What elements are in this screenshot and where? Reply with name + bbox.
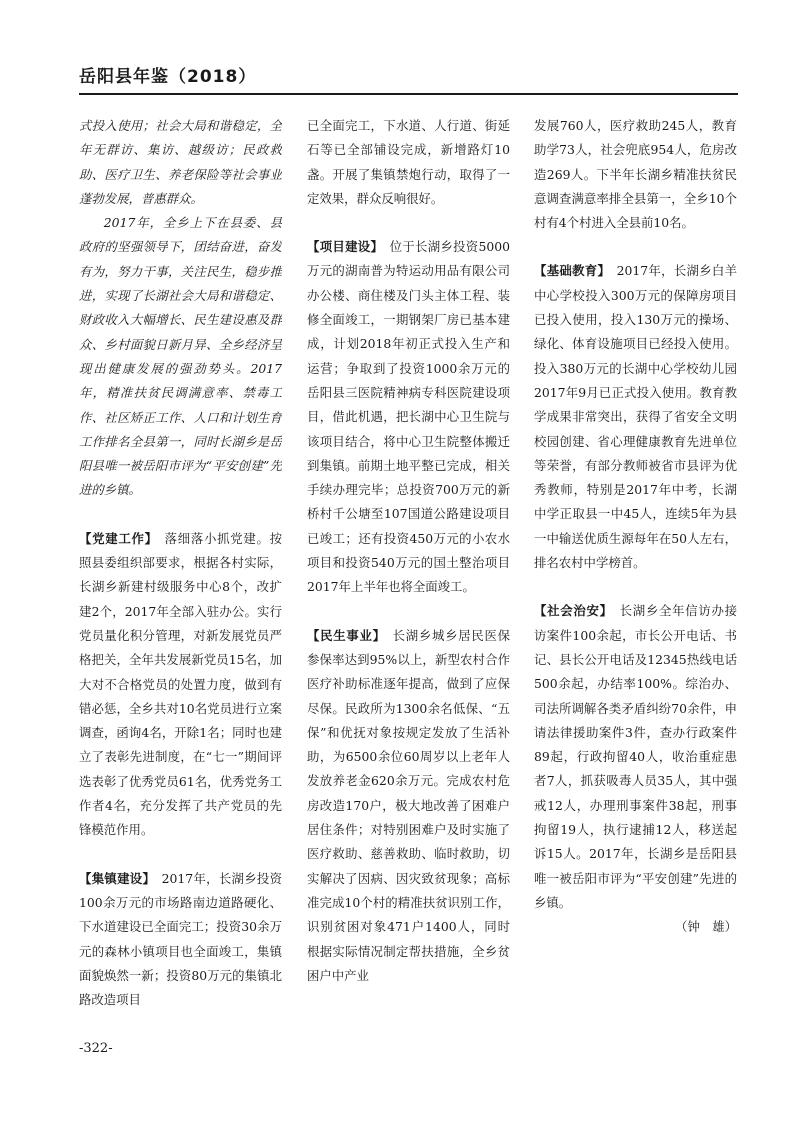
- section-body: 长湖乡全年信访办接访案件100余起，市长公开电话、书记、县长公开电话及12345热线电话500余起，办结率100%。综治办、司法所调解各类矛盾纠纷70余件，申请法律援助案件3件，查办行政案件89起，行政拘留40人，收治重症患者7人，抓获吸毒人员35人，其中强戒12人，办理刑事案件38起，刑事拘留19人，执行逮捕12人，移送起诉15人。2017年，长湖乡是岳阳县唯一被岳阳市评为“平安创建”先进的乡镇。: [534, 603, 737, 910]
- section-gap: [79, 503, 282, 527]
- section-heading: 【民生事业】: [307, 627, 380, 643]
- section-public-security: [534, 599, 737, 915]
- section-gap: [534, 575, 737, 599]
- section-gap: [534, 235, 737, 259]
- section-project-construction: [307, 235, 510, 599]
- section-gap: [307, 211, 510, 235]
- section-party-building: [79, 527, 282, 843]
- section-heading: 【党建工作】: [79, 530, 152, 546]
- section-basic-education: [534, 259, 737, 575]
- section-heading: 【基础教育】: [534, 263, 604, 279]
- section-body: 落细落小抓党建。按照县委组织部要求，根据各村实际，长湖乡新建村级服务中心8个，改扩建2个，2017年全部入驻办公。实行党员量化积分管理，对新发展党员严格把关，全年共发展新党员15名，加大对不合格党员的处置力度，做到有错必惩，全乡共对10名党员进行立案调查，函询4名，开除1名；同时也建立了表彰先进制度，在“七一”期间评选表彰了优秀党员61名，优秀党务工作者4名，充分发挥了共产党员的先锋模范作用。: [79, 530, 282, 838]
- section-heading: 【集镇建设】: [79, 870, 149, 886]
- livelihood-continuation: 发展760人，医疗救助245人，教育助学73人，社会兜底954人，危房改造269人。下半年长湖乡精准扶贫民意调查满意率排全县第一，全乡10个村有4个村进入全县前10名。: [534, 118, 737, 231]
- section-town-construction: [79, 867, 282, 1013]
- section-body: 2017年，长湖乡白羊中心学校投入300万元的保障房项目已投入使用，投入130万元的操场、绿化、体育设施项目已经投入使用。投入380万元的长湖中心学校幼儿园2017年9月已正式投入使用。教育教学成果非常突出，获得了省安全文明校园创建、省心理健康教育先进单位等荣誉，有部分教师被省市县评为优秀教师，特别是2017年中考，长湖中学正取县一中45人，连续5年为县一中输送优质生源每年在50人左右，排名农村中学榜首。: [534, 263, 737, 571]
- running-header: 岳阳县年鉴（2018）: [79, 67, 257, 87]
- page-number: -322-: [79, 1041, 113, 1056]
- header-rule: [79, 93, 738, 95]
- author-credit: （钟 雄）: [675, 919, 737, 935]
- intro-continuation: 式投入使用；社会大局和谐稳定，全年无群访、集访、越级访；民政救助、医疗卫生、养老保险等社会事业蓬勃发展，普惠群众。: [79, 118, 282, 206]
- column-2: [307, 114, 510, 988]
- column-1: [79, 114, 282, 1012]
- intro-paragraph: 2017年，全乡上下在县委、县政府的坚强领导下，团结奋进，奋发有为，努力干事，关注民生，稳步推进，实现了长湖社会大局和谐稳定、财政收入大幅增长、民生建设惠及群众、乡村面貌日新月异、全乡经济呈现出健康发展的强劲势头。2017年，精准扶贫民调满意率、禁毒工作、社区矫正工作、人口和计划生育工作排名全县第一，同时长湖乡是岳阳县唯一被岳阳市评为“平安创建”先进的乡镇。: [79, 215, 282, 498]
- section-gap: [307, 600, 510, 624]
- section-heading: 【社会治安】: [534, 603, 607, 619]
- column-3: [534, 114, 737, 940]
- section-body: 位于长湖乡投资5000万元的湖南普为特运动用品有限公司办公楼、商住楼及门头主体工程、装修全面竣工，一期钢架厂房已基本建成，计划2018年初正式投入生产和运营；争取到了投资1000余万元的岳阳县三医院精神病专科医院建设项目，借此机遇，把长湖中心卫生院与该项目结合，将中心卫生院整体搬迁到集镇。前期土地平整已完成，相关手续办理完毕；总投资700万元的新桥村千公塘至107国道公路建设项目已竣工；还有投资450万元的小农水项目和投资540万元的国土整治项目2017年上半年也将全面竣工。: [307, 239, 510, 595]
- section-body: 长湖乡城乡居民医保参保率达到95%以上，新型农村合作医疗补助标准逐年提高，做到了应保尽保。民政所为1300余名低保、“五保”和优抚对象按规定发放了生活补助，为6500余位60周岁以上老年人发放养老金620余万元。完成农村危房改造170户，极大地改善了困难户居住条件；对特别困难户及时实施了医疗救助、慈善救助、临时救助，切实解决了因病、因灾致贫现象；高标准完成10个村的精准扶贫识别工作，识别贫困对象471户1400人，同时根据实际情况制定帮扶措施，全乡贫困户中产业: [307, 627, 510, 983]
- section-body: 2017年，长湖乡投资100余万元的市场路南边道路硬化、下水道建设已全面完工；投资30余万元的森林小镇项目也全面竣工，集镇面貌焕然一新；投资80万元的集镇北路改造项目: [79, 870, 282, 1008]
- section-heading: 【项目建设】: [307, 239, 377, 255]
- section-gap: [79, 843, 282, 867]
- section-livelihood: [307, 624, 510, 988]
- town-construction-continuation: 已全面完工，下水道、人行道、街延石等已全部铺设完成，新增路灯10盏。开展了集镇禁炮行动，取得了一定效果，群众反响很好。: [307, 118, 510, 206]
